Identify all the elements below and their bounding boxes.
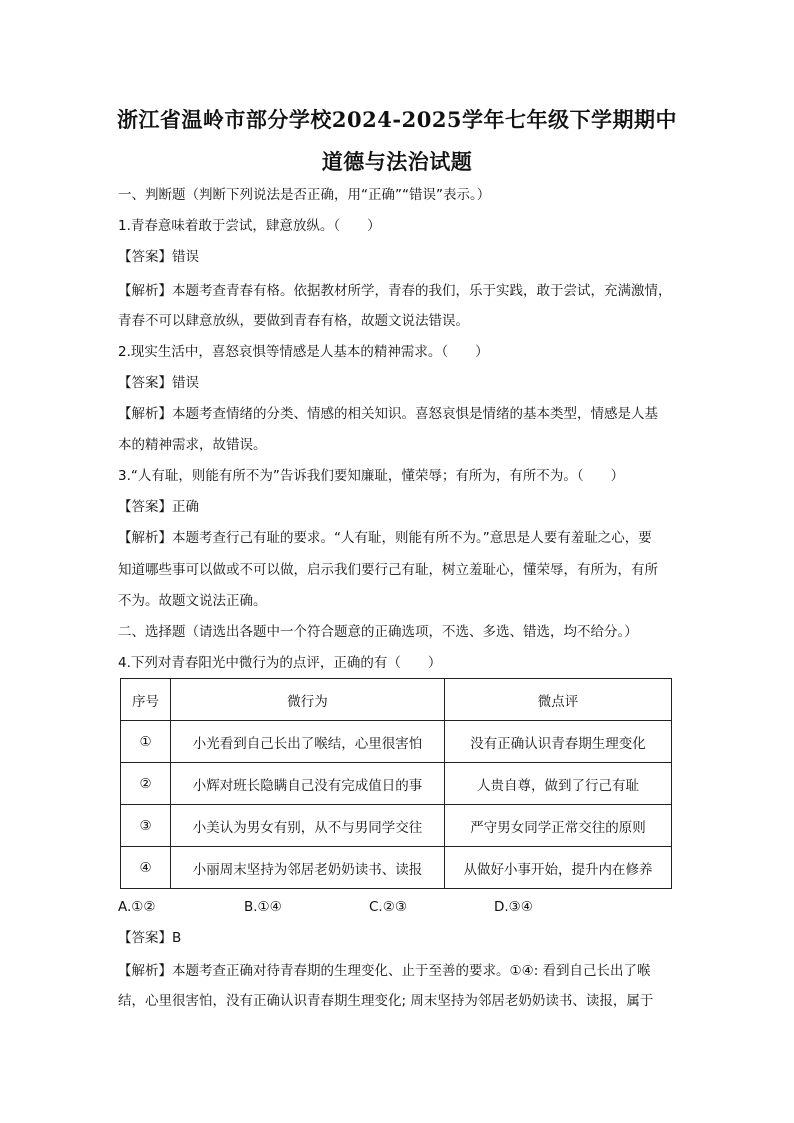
table-cell-behavior: 小丽周末坚持为邻居老奶奶读书、读报: [171, 847, 445, 889]
table-cell-number: ④: [121, 847, 171, 889]
table-header-cell: 序号: [121, 679, 171, 721]
table-row: [121, 847, 672, 889]
q4-question: 4.下列对青春阳光中微行为的点评，正确的有（ ）: [118, 655, 442, 671]
q3-analysis-line1: 【解析】本题考查行己有耻的要求。“人有耻，则能有所不为。”意思是人要有羞耻之心，要: [118, 530, 652, 546]
q1-analysis-line1: 【解析】本题考查青春有格。依据教材所学，青春的我们，乐于实践，敢于尝试，充满激情，: [118, 283, 672, 299]
table-cell-behavior: 小光看到自己长出了喉结，心里很害怕: [171, 721, 445, 763]
q3-answer: 【答案】正确: [118, 499, 199, 515]
table-row: [121, 763, 672, 805]
table-cell-comment: 严守男女同学正常交往的原则: [445, 805, 672, 847]
q4-analysis-line2: 结，心里很害怕，没有正确认识青春期生理变化; 周末坚持为邻居老奶奶读书、读报，属于: [118, 993, 654, 1009]
q1-answer: 【答案】错误: [118, 249, 199, 265]
table-cell-comment: 人贵自尊，做到了行己有耻: [445, 763, 672, 805]
q1-analysis-line2: 青春不可以肆意放纵，要做到青春有格，故题文说法错误。: [118, 313, 469, 329]
q2-analysis-line2: 本的精神需求，故错误。: [118, 437, 267, 453]
q3-analysis-line2: 知道哪些事可以做或不可以做，启示我们要行己有耻，树立羞耻心，懂荣辱，有所为，有所: [118, 562, 658, 578]
q2-analysis-line1: 【解析】本题考查情绪的分类、情感的相关知识。喜怒哀惧是情绪的基本类型，情感是人基: [118, 406, 658, 422]
table-cell-number: ②: [121, 763, 171, 805]
table-cell-number: ①: [121, 721, 171, 763]
table-cell-number: ③: [121, 805, 171, 847]
q3-analysis-line3: 不为。故题文说法正确。: [118, 593, 267, 609]
table-cell-behavior: 小美认为男女有别，从不与男同学交往: [171, 805, 445, 847]
q3-question: 3.“人有耻，则能有所不为”告诉我们要知廉耻，懂荣辱；有所为，有所不为。（ ）: [118, 468, 625, 484]
option-c: C.②③: [369, 899, 407, 915]
q1-question: 1.青春意味着敢于尝试，肆意放纵。（ ）: [118, 218, 381, 234]
option-d: D.③④: [494, 899, 533, 915]
table-header-cell: 微点评: [445, 679, 672, 721]
document-title-line2: 道德与法治试题: [321, 149, 473, 174]
section2-heading: 二、选择题（请选出各题中一个符合题意的正确选项，不选、多选、错选，均不给分。）: [118, 624, 638, 640]
q4-table: [120, 678, 672, 889]
table-row: [121, 805, 672, 847]
option-a: A.①②: [118, 899, 156, 915]
table-cell-comment: 从做好小事开始，提升内在修养: [445, 847, 672, 889]
q4-analysis-line1: 【解析】本题考查正确对待青春期的生理变化、止于至善的要求。①④: 看到自己长出了喉: [118, 963, 651, 979]
table-cell-behavior: 小辉对班长隐瞒自己没有完成值日的事: [171, 763, 445, 805]
q2-question: 2.现实生活中，喜怒哀惧等情感是人基本的精神需求。（ ）: [118, 344, 489, 360]
q2-answer: 【答案】错误: [118, 375, 199, 391]
table-row: [121, 721, 672, 763]
document-title-line1: 浙江省温岭市部分学校2024-2025学年七年级下学期期中: [116, 107, 678, 132]
q4-answer: 【答案】B: [118, 930, 182, 946]
table-header-row: [121, 679, 672, 721]
table-header-cell: 微行为: [171, 679, 445, 721]
table-cell-comment: 没有正确认识青春期生理变化: [445, 721, 672, 763]
q4-options: [118, 897, 678, 917]
option-b: B.①④: [244, 899, 282, 915]
section1-heading: 一、判断题（判断下列说法是否正确，用“正确”“错误”表示。）: [118, 187, 491, 203]
